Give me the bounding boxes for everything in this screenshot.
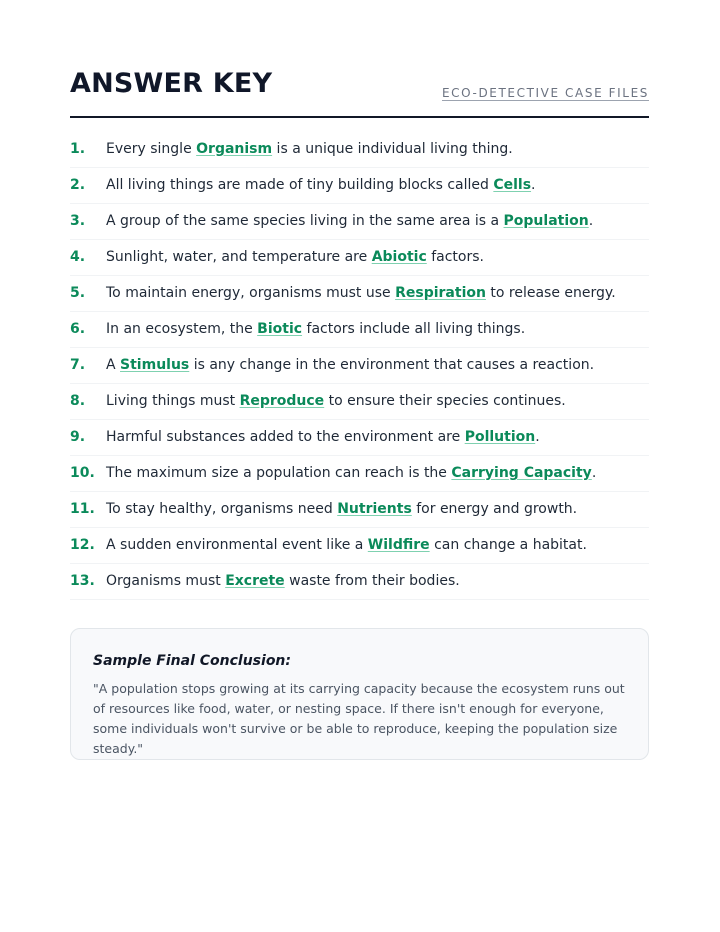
page-header xyxy=(70,0,649,118)
answer-key-page xyxy=(70,0,649,756)
question-number: 4. xyxy=(70,249,86,265)
question-text: Harmful substances added to the environment are Pollution. xyxy=(106,429,540,445)
question-number: 7. xyxy=(70,357,86,373)
conclusion-title: Sample Final Conclusion: xyxy=(93,653,291,669)
question-number: 3. xyxy=(70,213,86,229)
answer-row xyxy=(70,168,649,204)
answer-row xyxy=(70,492,649,528)
answer-row xyxy=(70,348,649,384)
answer-term: Stimulus xyxy=(120,357,190,373)
question-number: 2. xyxy=(70,177,86,193)
answer-row xyxy=(70,132,649,168)
question-text: In an ecosystem, the Biotic factors include all living things. xyxy=(106,321,526,337)
question-number: 6. xyxy=(70,321,86,337)
answer-term: Pollution xyxy=(464,429,536,445)
answer-term: Population xyxy=(503,213,589,229)
question-text: Every single Organism is a unique individual living thing. xyxy=(106,141,513,157)
case-files-link[interactable]: ECO-DETECTIVE CASE FILES xyxy=(442,86,649,100)
question-text: The maximum size a population can reach is the Carrying Capacity. xyxy=(106,465,597,481)
question-text: Sunlight, water, and temperature are Abiotic factors. xyxy=(106,249,484,265)
question-text: To maintain energy, organisms must use Respiration to release energy. xyxy=(106,285,616,301)
answer-row xyxy=(70,384,649,420)
answer-term: Carrying Capacity xyxy=(451,465,592,481)
answer-row xyxy=(70,204,649,240)
question-number: 12. xyxy=(70,537,95,553)
question-text: Living things must Reproduce to ensure their species continues. xyxy=(106,393,566,409)
answer-term: Reproduce xyxy=(239,393,325,409)
conclusion-text: "A population stops growing at its carrying capacity because the ecosystem runs out of resources like food, water, or nesting space. If there isn't enough for everyone, some individuals won't survive or be able to reproduce, keeping the population size steady." xyxy=(93,681,625,756)
question-text: A Stimulus is any change in the environment that causes a reaction. xyxy=(106,357,595,373)
answer-term: Wildfire xyxy=(367,537,430,553)
answer-row xyxy=(70,276,649,312)
answer-row xyxy=(70,528,649,564)
question-text: A group of the same species living in the same area is a Population. xyxy=(106,213,594,229)
answer-row xyxy=(70,456,649,492)
question-number: 1. xyxy=(70,141,86,157)
question-number: 11. xyxy=(70,501,95,517)
question-text: All living things are made of tiny building blocks called Cells. xyxy=(106,177,536,193)
question-number: 5. xyxy=(70,285,86,301)
question-number: 9. xyxy=(70,429,86,445)
answer-list xyxy=(70,132,649,600)
answer-term: Abiotic xyxy=(371,249,427,265)
question-number: 10. xyxy=(70,465,95,481)
answer-row xyxy=(70,312,649,348)
question-number: 8. xyxy=(70,393,86,409)
answer-term: Respiration xyxy=(395,285,486,301)
question-number: 13. xyxy=(70,573,95,589)
question-text: A sudden environmental event like a Wildfire can change a habitat. xyxy=(106,537,587,553)
sample-conclusion-box xyxy=(70,628,649,760)
answer-term: Nutrients xyxy=(337,501,412,517)
question-text: Organisms must Excrete waste from their bodies. xyxy=(106,573,460,589)
answer-row xyxy=(70,564,649,600)
answer-term: Organism xyxy=(196,141,273,157)
question-text: To stay healthy, organisms need Nutrients for energy and growth. xyxy=(106,501,578,517)
page-title: ANSWER KEY xyxy=(70,68,273,99)
answer-row xyxy=(70,420,649,456)
answer-term: Excrete xyxy=(225,573,285,589)
answer-term: Cells xyxy=(493,177,532,193)
answer-row xyxy=(70,240,649,276)
answer-term: Biotic xyxy=(257,321,303,337)
